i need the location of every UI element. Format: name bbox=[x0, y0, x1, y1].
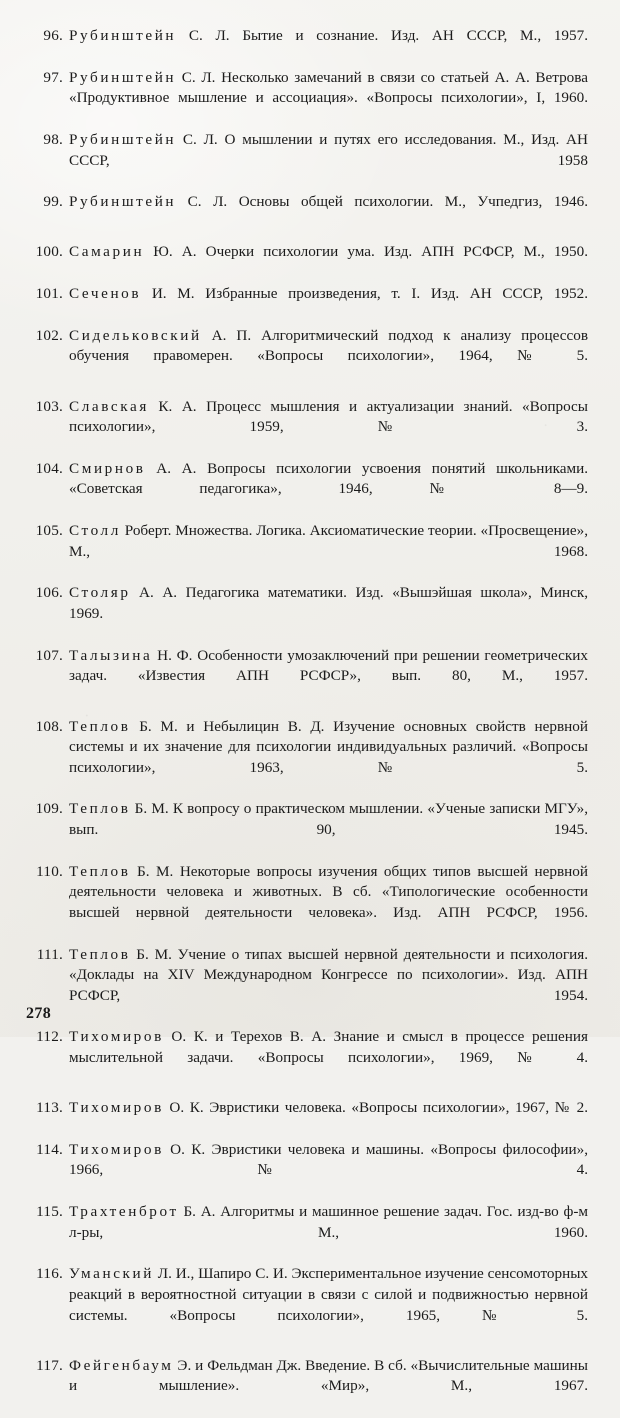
entry-author: Столяр bbox=[69, 584, 131, 602]
entry-number: 105. bbox=[35, 522, 63, 540]
bibliography-entry bbox=[26, 326, 588, 388]
entry-number: 103. bbox=[35, 397, 63, 415]
bibliography-entry bbox=[26, 945, 588, 1027]
bibliography-entry bbox=[26, 583, 588, 645]
entry-number: 111. bbox=[36, 945, 63, 963]
entry-author: Сидельковский bbox=[69, 326, 202, 344]
entry-author: Столл bbox=[69, 522, 121, 540]
entry-text bbox=[69, 862, 588, 944]
entry-text bbox=[69, 284, 588, 325]
bibliography-entry bbox=[26, 1140, 588, 1202]
entry-author: Сеченов bbox=[69, 285, 142, 303]
entry-citation: Б. М. Учение о типах высшей нервной деятельности и психология. «Доклады на XIV Международном Конгрессе по психологии». Изд. АПН РСФСР, 1954. bbox=[69, 945, 588, 1004]
bibliography-entry bbox=[26, 862, 588, 944]
entry-number: 110. bbox=[36, 862, 63, 880]
bibliography-entry bbox=[26, 26, 588, 67]
entry-citation: И. М. Избранные произведения, т. I. Изд. АН СССР, 1952. bbox=[141, 285, 588, 303]
entry-author: Рубинштейн bbox=[69, 27, 177, 44]
entry-text bbox=[69, 68, 588, 130]
entry-number: 101. bbox=[35, 285, 63, 303]
entry-number: 102. bbox=[35, 326, 63, 344]
entry-author: Тихомиров bbox=[69, 1140, 164, 1158]
entry-author: Теплов bbox=[69, 800, 131, 818]
entry-citation: Б. М. Некоторые вопросы изучения общих типов высшей нервной деятельности человека и животных. В сб. «Типологические особенности высшей нервной деятельности человека». Изд. АПН РСФСР, 1956. bbox=[69, 862, 588, 921]
entry-author: Смирнов bbox=[69, 459, 146, 477]
entry-number: 106. bbox=[35, 584, 63, 602]
entry-author: Трахтенброт bbox=[69, 1203, 179, 1221]
entry-text bbox=[69, 799, 588, 861]
entry-citation: К. А. Процесс мышления и актуализации знаний. «Вопросы психологии», 1959, № 3. bbox=[69, 397, 588, 436]
entry-citation: О. К. Эвристики человека и машины. «Вопросы философии», 1966, № 4. bbox=[69, 1140, 588, 1179]
bibliography-entry bbox=[26, 397, 588, 459]
entry-author: Тихомиров bbox=[69, 1028, 164, 1046]
entry-number: 113. bbox=[36, 1099, 63, 1117]
entry-citation: Б. М. и Небылицин В. Д. Изучение основных свойств нервной системы и их значение для психологии индивидуальных различий. «Вопросы психологии», 1963, № 5. bbox=[69, 717, 588, 776]
entry-number: 114. bbox=[36, 1140, 63, 1158]
bibliography-entry bbox=[26, 459, 588, 521]
entry-author: Фейгенбаум bbox=[69, 1356, 174, 1374]
entry-citation: Н. Ф. Особенности умозаключений при решении геометрических задач. «Известия АПН РСФСР», вып. 80, М., 1957. bbox=[69, 646, 588, 685]
bibliography-entry bbox=[26, 1098, 588, 1139]
entry-citation: Ю. А. Очерки психологии ума. Изд. АПН РСФСР, М., 1950. bbox=[144, 243, 588, 261]
entry-citation: Б. М. К вопросу о практическом мышлении. «Ученые записки МГУ», вып. 90, 1945. bbox=[69, 800, 588, 838]
entry-citation: Роберт. Множества. Логика. Аксиоматические теории. «Просвещение», М., 1968. bbox=[69, 522, 588, 560]
bibliography-entry bbox=[26, 130, 588, 192]
bibliography-entry bbox=[26, 646, 588, 708]
entry-citation: О. К. Эвристики человека. «Вопросы психологии», 1967, № 2. bbox=[163, 1099, 588, 1117]
entry-author: Уманский bbox=[69, 1265, 154, 1283]
entry-author: Славская bbox=[69, 397, 149, 415]
entry-number: 104. bbox=[35, 459, 63, 477]
page-number: 278 bbox=[26, 1005, 52, 1022]
entry-text bbox=[69, 583, 588, 645]
entry-author: Теплов bbox=[69, 945, 131, 963]
entry-citation: А. П. Алгоритмический подход к анализу процессов обучения правомерен. «Вопросы психологии», 1964, № 5. bbox=[69, 326, 588, 365]
entry-number: 108. bbox=[35, 717, 63, 735]
bibliography-entry bbox=[26, 1202, 588, 1264]
entry-number: 115. bbox=[36, 1203, 63, 1221]
bibliography-entry bbox=[26, 192, 588, 233]
entry-text bbox=[69, 397, 588, 459]
entry-author: Талызина bbox=[69, 646, 153, 664]
entry-text bbox=[69, 326, 588, 388]
entry-author: Теплов bbox=[69, 862, 131, 880]
entry-number: 100. bbox=[35, 243, 63, 261]
entry-number: 107. bbox=[35, 646, 63, 664]
bibliography-entry bbox=[26, 284, 588, 325]
entry-text bbox=[69, 1202, 588, 1264]
entry-author: Теплов bbox=[69, 717, 131, 735]
entry-text bbox=[69, 1140, 588, 1202]
entry-author: Тихомиров bbox=[69, 1099, 164, 1117]
entry-text bbox=[69, 646, 588, 708]
entry-number: 97. bbox=[43, 68, 63, 86]
entry-text bbox=[69, 26, 588, 67]
bibliography-entry bbox=[26, 1264, 588, 1346]
entry-number: 109. bbox=[35, 800, 63, 818]
bibliography-entry bbox=[26, 521, 588, 583]
entry-citation: С. Л. Бытие и сознание. Изд. АН СССР, М., 1957. bbox=[176, 27, 588, 44]
bibliography-entry bbox=[26, 242, 588, 283]
entry-author: Рубинштейн bbox=[69, 68, 177, 86]
entry-number: 98. bbox=[43, 130, 63, 148]
entry-number: 96. bbox=[43, 27, 63, 44]
bibliography-entry bbox=[26, 68, 588, 130]
bibliography-entry bbox=[26, 799, 588, 861]
entry-text bbox=[69, 717, 588, 799]
bibliography-entry bbox=[26, 717, 588, 799]
entry-number: 99. bbox=[43, 193, 63, 211]
entry-citation: Э. и Фельдман Дж. Введение. В сб. «Вычислительные машины и мышление». «Мир», М., 1967. bbox=[69, 1356, 588, 1395]
entry-author: Самарин bbox=[69, 243, 145, 261]
entry-text bbox=[69, 242, 588, 283]
entry-text bbox=[69, 521, 588, 583]
bibliography-entry bbox=[26, 1356, 588, 1418]
entry-text bbox=[69, 1098, 588, 1139]
bibliography-list bbox=[26, 26, 588, 1418]
entry-text bbox=[69, 1264, 588, 1346]
entry-text bbox=[69, 130, 588, 192]
entry-author: Рубинштейн bbox=[69, 193, 177, 211]
entry-citation: Л. И., Шапиро С. И. Экспериментальное изучение сенсомоторных реакций в вероятностной ситуации в связи с силой и подвижностью нервной системы. «Вопросы психологии», 1965, № 5. bbox=[69, 1265, 588, 1324]
entry-text bbox=[69, 1356, 588, 1418]
entry-citation: Б. А. Алгоритмы и машинное решение задач. Гос. изд-во ф-м л-ры, М., 1960. bbox=[69, 1203, 588, 1241]
entry-number: 117. bbox=[36, 1356, 63, 1374]
entry-citation: О. К. и Терехов В. А. Знание и смысл в процессе решения мыслительной задачи. «Вопросы психологии», 1969, № 4. bbox=[69, 1028, 588, 1066]
entry-number: 116. bbox=[36, 1265, 63, 1283]
entry-citation: С. Л. Основы общей психологии. М., Учпедгиз, 1946. bbox=[176, 193, 588, 211]
entry-number: 112. bbox=[36, 1028, 63, 1046]
entry-citation: А. А. Педагогика математики. Изд. «Вышэйшая школа», Минск, 1969. bbox=[69, 584, 588, 623]
entry-citation: С. Л. О мышлении и путях его исследования. М., Изд. АН СССР, 1958 bbox=[69, 130, 588, 169]
entry-author: Рубинштейн bbox=[69, 130, 177, 148]
entry-citation: А. А. Вопросы психологии усвоения понятий школьниками. «Советская педагогика», 1946, № 8—9. bbox=[69, 459, 588, 498]
entry-text bbox=[69, 459, 588, 521]
entry-text bbox=[69, 192, 588, 233]
entry-citation: С. Л. Несколько замечаний в связи со статьей А. А. Ветрова «Продуктивное мышление и ассоциация». «Вопросы психологии», I, 1960. bbox=[69, 68, 588, 107]
entry-text bbox=[69, 945, 588, 1027]
